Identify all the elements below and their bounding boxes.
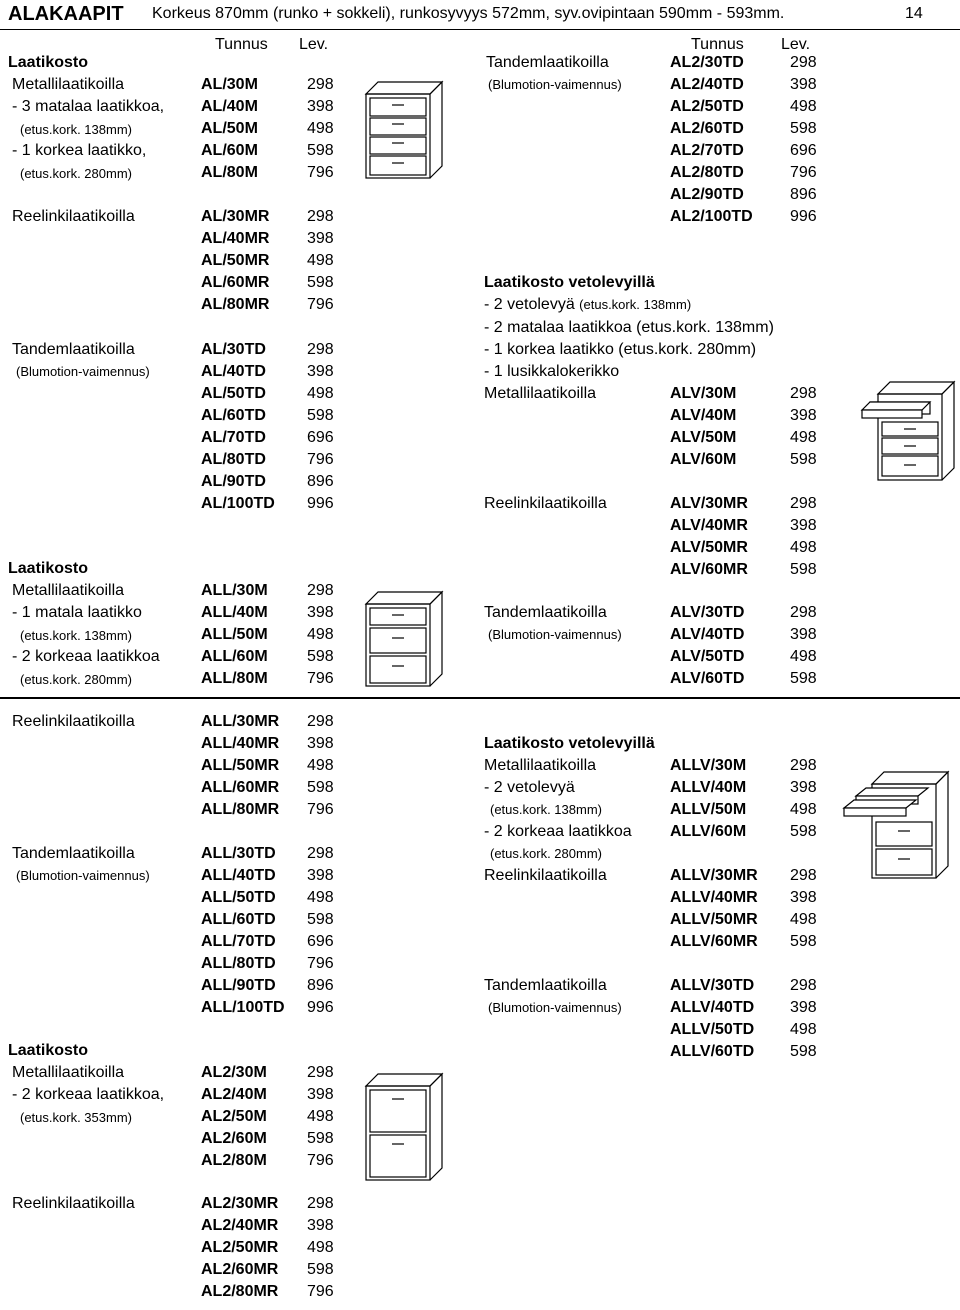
product-width: 696: [307, 429, 334, 446]
product-code: ALL/90TD: [201, 977, 276, 994]
product-code: AL2/90TD: [670, 186, 744, 203]
product-code: ALLV/50TD: [670, 1021, 755, 1038]
product-code: ALL/80TD: [201, 955, 276, 972]
product-code: ALL/40M: [201, 604, 268, 621]
spec-cutlery-tray: - 1 lusikkalokerikko: [484, 363, 620, 380]
product-width: 796: [307, 1283, 334, 1300]
product-code: AL2/50MR: [201, 1239, 279, 1256]
product-width: 498: [307, 385, 334, 402]
product-code: ALV/50TD: [670, 648, 745, 665]
product-code: ALL/30TD: [201, 845, 276, 862]
product-width: 298: [307, 582, 334, 599]
page-header: [0, 0, 960, 30]
product-width: 398: [790, 889, 817, 906]
drawer-cabinet-pullout-2-high-icon: [842, 770, 952, 880]
spec-two-pullout: - 2 vetolevyä: [484, 779, 575, 796]
product-width: 398: [790, 76, 817, 93]
product-code: ALLV/40M: [670, 779, 747, 796]
product-code: AL/30MR: [201, 208, 270, 225]
product-width: 598: [790, 823, 817, 840]
group-label-metal: Metallilaatikoilla: [484, 757, 597, 774]
group-label-reelinki: Reelinkilaatikoilla: [12, 208, 135, 225]
page-description: Korkeus 870mm (runko + sokkeli), runkosyvyys 572mm, syv.ovipintaan 590mm - 593mm.: [152, 5, 785, 22]
product-width: 996: [790, 208, 817, 225]
drawer-cabinet-2-high-icon: [364, 1072, 444, 1182]
product-width: 298: [790, 604, 817, 621]
product-width: 498: [307, 889, 334, 906]
group-label-tandem: Tandemlaatikoilla: [484, 604, 607, 621]
product-code: ALLV/50M: [670, 801, 747, 818]
section-title-laatikosto: Laatikosto: [8, 54, 89, 71]
product-code: AL2/60M: [201, 1130, 267, 1147]
product-width: 398: [790, 999, 817, 1016]
product-code: ALLV/40MR: [670, 889, 758, 906]
group-label-tandem: Tandemlaatikoilla: [486, 54, 609, 71]
group-label-tandem: Tandemlaatikoilla: [12, 341, 135, 358]
product-width: 398: [307, 363, 334, 380]
product-width: 696: [790, 142, 817, 159]
product-width: 298: [790, 757, 817, 774]
product-code: ALLV/40TD: [670, 999, 755, 1016]
spec-one-low: - 1 matala laatikko: [12, 604, 142, 621]
product-width: 498: [307, 252, 334, 269]
product-width: 598: [790, 451, 817, 468]
product-code: AL/80MR: [201, 296, 270, 313]
product-width: 298: [790, 495, 817, 512]
spec-front-height: (etus.kork. 138mm): [20, 628, 132, 643]
product-code: ALL/50M: [201, 626, 268, 643]
product-code: AL2/30TD: [670, 54, 744, 71]
product-code: ALLV/30M: [670, 757, 747, 774]
product-code: AL2/100TD: [670, 208, 753, 225]
product-width: 398: [790, 517, 817, 534]
product-width: 796: [307, 451, 334, 468]
product-code: ALV/50MR: [670, 539, 748, 556]
product-code: ALV/60MR: [670, 561, 748, 578]
spec-front-height: (etus.kork. 138mm): [490, 802, 602, 817]
product-width: 598: [307, 142, 334, 159]
spec-two-high: - 2 korkeaa laatikkoa,: [12, 1086, 165, 1103]
product-width: 498: [790, 648, 817, 665]
product-width: 498: [307, 626, 334, 643]
product-width: 598: [307, 779, 334, 796]
product-code: ALL/40TD: [201, 867, 276, 884]
product-code: AL2/30M: [201, 1064, 267, 1081]
product-code: AL2/80MR: [201, 1283, 279, 1300]
product-code: AL/40TD: [201, 363, 266, 380]
product-code: ALL/50MR: [201, 757, 280, 774]
product-width: 796: [307, 1152, 334, 1169]
product-width: 996: [307, 999, 334, 1016]
product-width: 796: [307, 164, 334, 181]
column-header-code-right: Tunnus: [691, 36, 744, 53]
product-width: 398: [307, 98, 334, 115]
drawer-cabinet-1-low-2-high-icon: [364, 590, 444, 688]
product-code: ALV/30MR: [670, 495, 748, 512]
spec-two-low: - 2 matalaa laatikkoa (etus.kork. 138mm): [484, 319, 774, 336]
product-width: 298: [790, 867, 817, 884]
product-width: 398: [307, 604, 334, 621]
product-width: 298: [307, 713, 334, 730]
product-code: ALL/80M: [201, 670, 268, 687]
page-title: ALAKAAPIT: [8, 3, 124, 25]
spec-three-low: - 3 matalaa laatikkoa,: [12, 98, 165, 115]
product-width: 298: [307, 1064, 334, 1081]
product-code: ALL/40MR: [201, 735, 280, 752]
spec-two-high: - 2 korkeaa laatikkoa: [12, 648, 160, 665]
group-label-reelinki: Reelinkilaatikoilla: [484, 867, 607, 884]
group-sublabel-blumotion: (Blumotion-vaimennus): [16, 868, 150, 883]
spec-front-height: (etus.kork. 138mm): [20, 122, 132, 137]
product-width: 498: [790, 98, 817, 115]
product-code: AL2/50M: [201, 1108, 267, 1125]
product-code: AL/100TD: [201, 495, 275, 512]
product-code: ALV/40TD: [670, 626, 745, 643]
product-code: AL2/80TD: [670, 164, 744, 181]
product-width: 498: [790, 911, 817, 928]
column-header-width-right: Lev.: [781, 36, 811, 53]
product-width: 598: [307, 274, 334, 291]
product-code: ALV/50M: [670, 429, 737, 446]
product-width: 498: [307, 757, 334, 774]
product-code: AL/60TD: [201, 407, 266, 424]
section-title-laatikosto: Laatikosto: [8, 560, 89, 577]
product-width: 398: [790, 407, 817, 424]
product-code: AL/80M: [201, 164, 258, 181]
spec-two-pullout: - 2 vetolevyä (etus.kork. 138mm): [484, 296, 692, 313]
group-sublabel-blumotion: (Blumotion-vaimennus): [488, 627, 622, 642]
product-width: 298: [307, 845, 334, 862]
product-width: 996: [307, 495, 334, 512]
spec-front-height: (etus.kork. 280mm): [20, 166, 132, 181]
product-code: ALL/60TD: [201, 911, 276, 928]
product-width: 298: [790, 385, 817, 402]
product-code: AL/30TD: [201, 341, 266, 358]
product-width: 398: [307, 867, 334, 884]
product-code: AL/60M: [201, 142, 258, 159]
product-code: ALL/60M: [201, 648, 268, 665]
product-width: 896: [307, 977, 334, 994]
product-width: 598: [307, 911, 334, 928]
product-width: 498: [790, 539, 817, 556]
product-code: ALL/30M: [201, 582, 268, 599]
group-label-metal: Metallilaatikoilla: [12, 76, 125, 93]
group-label-metal: Metallilaatikoilla: [484, 385, 597, 402]
product-code: ALLV/30MR: [670, 867, 758, 884]
product-code: AL2/30MR: [201, 1195, 279, 1212]
group-sublabel-blumotion: (Blumotion-vaimennus): [488, 1000, 622, 1015]
product-code: AL/60MR: [201, 274, 270, 291]
product-width: 298: [790, 54, 817, 71]
product-width: 498: [790, 1021, 817, 1038]
product-code: AL/50TD: [201, 385, 266, 402]
product-code: ALL/60MR: [201, 779, 280, 796]
product-width: 796: [307, 670, 334, 687]
product-code: AL2/70TD: [670, 142, 744, 159]
product-code: AL/30M: [201, 76, 258, 93]
product-width: 598: [790, 670, 817, 687]
product-code: AL/80TD: [201, 451, 266, 468]
product-width: 796: [790, 164, 817, 181]
product-code: ALL/80MR: [201, 801, 280, 818]
product-code: AL/50M: [201, 120, 258, 137]
group-sublabel-blumotion: (Blumotion-vaimennus): [488, 77, 622, 92]
product-width: 498: [307, 1239, 334, 1256]
product-width: 298: [307, 1195, 334, 1212]
product-code: AL/40M: [201, 98, 258, 115]
spec-two-high: - 2 korkeaa laatikkoa: [484, 823, 632, 840]
product-width: 498: [307, 1108, 334, 1125]
product-width: 598: [307, 648, 334, 665]
section-title-laatikosto: Laatikosto: [8, 1042, 89, 1059]
group-sublabel-blumotion: (Blumotion-vaimennus): [16, 364, 150, 379]
group-label-reelinki: Reelinkilaatikoilla: [484, 495, 607, 512]
product-code: AL2/50TD: [670, 98, 744, 115]
product-code: ALV/60TD: [670, 670, 745, 687]
group-label-metal: Metallilaatikoilla: [12, 1064, 125, 1081]
column-header-code-left: Tunnus: [215, 36, 268, 53]
product-width: 298: [307, 208, 334, 225]
product-width: 498: [790, 429, 817, 446]
product-width: 498: [790, 801, 817, 818]
product-code: ALL/50TD: [201, 889, 276, 906]
product-code: AL2/60MR: [201, 1261, 279, 1278]
product-code: AL/50MR: [201, 252, 270, 269]
product-code: ALV/30M: [670, 385, 737, 402]
product-code: AL2/40M: [201, 1086, 267, 1103]
product-code: AL/90TD: [201, 473, 266, 490]
product-code: AL2/40TD: [670, 76, 744, 93]
product-width: 398: [307, 1086, 334, 1103]
column-header-width-left: Lev.: [299, 36, 329, 53]
product-width: 298: [790, 977, 817, 994]
group-label-metal: Metallilaatikoilla: [12, 582, 125, 599]
product-code: AL2/40MR: [201, 1217, 279, 1234]
product-width: 398: [307, 230, 334, 247]
product-width: 598: [790, 561, 817, 578]
product-code: ALL/100TD: [201, 999, 285, 1016]
product-code: ALV/60M: [670, 451, 737, 468]
product-width: 398: [790, 779, 817, 796]
product-code: AL/70TD: [201, 429, 266, 446]
product-width: 298: [307, 341, 334, 358]
product-width: 796: [307, 955, 334, 972]
product-width: 598: [307, 407, 334, 424]
product-code: ALV/40M: [670, 407, 737, 424]
spec-one-high: - 1 korkea laatikko,: [12, 142, 147, 159]
product-code: ALLV/60MR: [670, 933, 758, 950]
product-code: AL2/80M: [201, 1152, 267, 1169]
product-width: 896: [790, 186, 817, 203]
group-label-tandem: Tandemlaatikoilla: [12, 845, 135, 862]
product-width: 696: [307, 933, 334, 950]
product-code: ALL/70TD: [201, 933, 276, 950]
section-title-vetolevyilla: Laatikosto vetolevyillä: [484, 274, 655, 291]
product-code: AL2/60TD: [670, 120, 744, 137]
product-width: 398: [307, 735, 334, 752]
spec-front-height: (etus.kork. 280mm): [490, 846, 602, 861]
product-code: ALLV/30TD: [670, 977, 755, 994]
product-width: 598: [790, 933, 817, 950]
product-width: 896: [307, 473, 334, 490]
section-divider: [0, 697, 960, 699]
spec-one-high: - 1 korkea laatikko (etus.kork. 280mm): [484, 341, 757, 358]
product-width: 598: [307, 1261, 334, 1278]
section-title-vetolevyilla: Laatikosto vetolevyillä: [484, 735, 655, 752]
header-divider: [0, 29, 960, 30]
product-width: 598: [790, 1043, 817, 1060]
group-label-reelinki: Reelinkilaatikoilla: [12, 1195, 135, 1212]
product-width: 796: [307, 801, 334, 818]
product-width: 398: [307, 1217, 334, 1234]
product-code: ALLV/60TD: [670, 1043, 755, 1060]
product-code: AL/40MR: [201, 230, 270, 247]
product-code: ALLV/60M: [670, 823, 747, 840]
spec-front-height: (etus.kork. 280mm): [20, 672, 132, 687]
product-code: ALV/40MR: [670, 517, 748, 534]
product-width: 598: [790, 120, 817, 137]
product-width: 598: [307, 1130, 334, 1147]
product-code: ALL/30MR: [201, 713, 280, 730]
group-label-reelinki: Reelinkilaatikoilla: [12, 713, 135, 730]
product-width: 498: [307, 120, 334, 137]
product-code: ALV/30TD: [670, 604, 745, 621]
drawer-cabinet-pullout-icon: [860, 380, 956, 482]
product-code: ALLV/50MR: [670, 911, 758, 928]
product-width: 398: [790, 626, 817, 643]
drawer-cabinet-3-low-1-high-icon: [364, 80, 444, 180]
group-label-tandem: Tandemlaatikoilla: [484, 977, 607, 994]
page-number: 14: [905, 5, 923, 22]
spec-front-height: (etus.kork. 353mm): [20, 1110, 132, 1125]
product-width: 298: [307, 76, 334, 93]
product-width: 796: [307, 296, 334, 313]
